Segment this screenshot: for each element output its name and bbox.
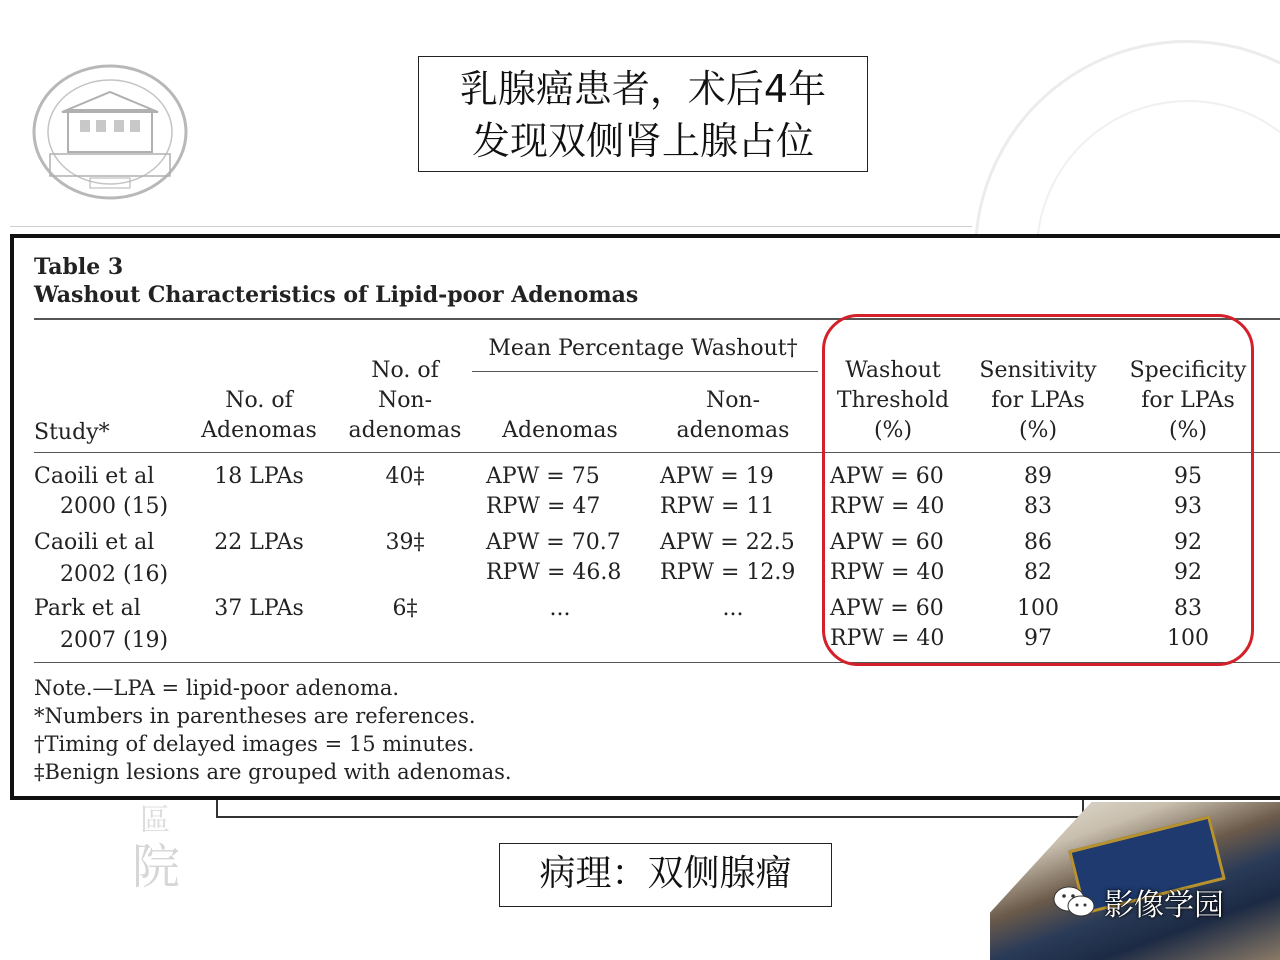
- row1-spec-1: 95: [1174, 464, 1202, 489]
- row2-spec-2: 92: [1174, 560, 1202, 585]
- slide-title-box: [418, 56, 868, 172]
- header-sensitivity-1: Sensitivity: [979, 358, 1097, 383]
- row1-study-1: Caoili et al: [34, 464, 155, 489]
- table-label: Table 3: [34, 254, 124, 280]
- header-group-rule: [472, 371, 818, 372]
- row1-spec-2: 93: [1174, 494, 1202, 519]
- row3-spec-1: 83: [1174, 596, 1202, 621]
- row2-thr-2: RPW = 40: [830, 560, 945, 585]
- row2-sens-1: 86: [1024, 530, 1052, 555]
- header-specificity-3: (%): [1168, 418, 1208, 443]
- header-adenomas: Adenomas: [502, 418, 618, 443]
- row3-thr-2: RPW = 40: [830, 626, 945, 651]
- pathology-box: [499, 843, 832, 907]
- row2-thr-1: APW = 60: [830, 530, 944, 555]
- row3-sens-2: 97: [1024, 626, 1052, 651]
- header-no-non-3: adenomas: [348, 418, 462, 443]
- row1-n-adenomas: 18 LPAs: [214, 464, 304, 489]
- row1-sens-2: 83: [1024, 494, 1052, 519]
- table-title: Washout Characteristics of Lipid-poor Adenomas: [34, 282, 639, 308]
- row3-n-non: 6‡: [392, 596, 418, 621]
- row2-aden-1: APW = 70.7: [486, 530, 621, 555]
- row1-non-1: APW = 19: [660, 464, 774, 489]
- header-study: Study*: [34, 420, 110, 445]
- row2-n-non: 39‡: [385, 530, 425, 555]
- row3-study-2: 2007 (19): [60, 628, 169, 653]
- table-note-2: *Numbers in parentheses are references.: [34, 704, 476, 728]
- row3-spec-2: 100: [1167, 626, 1209, 651]
- header-threshold-1: Washout: [845, 358, 941, 383]
- pathology-text: 病理：双侧腺瘤: [539, 853, 792, 894]
- wechat-label: 影像学园: [1104, 888, 1224, 923]
- row1-study-2: 2000 (15): [60, 494, 169, 519]
- slide-title-line-1: 乳腺癌患者，术后4年: [459, 67, 827, 111]
- row2-aden-2: RPW = 46.8: [486, 560, 622, 585]
- row2-non-2: RPW = 12.9: [660, 560, 796, 585]
- highlight-outline: [822, 314, 1254, 666]
- header-sensitivity-3: (%): [1018, 418, 1058, 443]
- table-note-4: ‡Benign lesions are grouped with adenomas.: [34, 760, 512, 784]
- wechat-icon: [1052, 884, 1096, 920]
- header-mean-washout: Mean Percentage Washout†: [488, 336, 798, 361]
- header-no-adenomas-1: No. of: [225, 388, 293, 413]
- row2-study-1: Caoili et al: [34, 530, 155, 555]
- row1-aden-1: APW = 75: [486, 464, 600, 489]
- row1-n-non: 40‡: [385, 464, 425, 489]
- header-no-non-2: Non-: [377, 388, 433, 413]
- header-no-adenomas-2: Adenomas: [201, 418, 317, 443]
- watermark-char-top: 區: [140, 803, 170, 838]
- row1-thr-2: RPW = 40: [830, 494, 945, 519]
- header-non-2: adenomas: [676, 418, 790, 443]
- row2-study-2: 2002 (16): [60, 562, 169, 587]
- row1-aden-2: RPW = 47: [486, 494, 601, 519]
- row2-n-adenomas: 22 LPAs: [214, 530, 304, 555]
- watermark-char: 院: [132, 839, 181, 895]
- header-non-1: Non-: [705, 388, 761, 413]
- divider-line: [10, 226, 972, 227]
- row1-thr-1: APW = 60: [830, 464, 944, 489]
- row1-non-2: RPW = 11: [660, 494, 775, 519]
- row3-n-adenomas: 37 LPAs: [214, 596, 304, 621]
- header-threshold-3: (%): [873, 418, 913, 443]
- washout-table-figure: [10, 234, 1280, 800]
- bottom-bracket: [216, 800, 1084, 818]
- hospital-seal-logo: [30, 62, 190, 202]
- row2-sens-2: 82: [1024, 560, 1052, 585]
- header-specificity-2: for LPAs: [1141, 388, 1235, 413]
- table-note-3: †Timing of delayed images = 15 minutes.: [34, 732, 475, 756]
- slide-title-line-2: 发现双侧肾上腺占位: [471, 119, 814, 163]
- header-threshold-2: Threshold: [836, 388, 950, 413]
- row3-aden-1: ...: [549, 596, 571, 621]
- row3-study-1: Park et al: [34, 596, 141, 621]
- row3-thr-1: APW = 60: [830, 596, 944, 621]
- table-note-1: Note.—LPA = lipid-poor adenoma.: [34, 676, 400, 700]
- row1-sens-1: 89: [1024, 464, 1052, 489]
- row2-spec-1: 92: [1174, 530, 1202, 555]
- row3-non-1: ...: [722, 596, 744, 621]
- row3-sens-1: 100: [1017, 596, 1059, 621]
- row2-non-1: APW = 22.5: [660, 530, 795, 555]
- header-no-non-1: No. of: [371, 358, 439, 383]
- header-specificity-1: Specificity: [1129, 358, 1247, 383]
- wechat-watermark: [1052, 880, 1224, 924]
- header-sensitivity-2: for LPAs: [991, 388, 1085, 413]
